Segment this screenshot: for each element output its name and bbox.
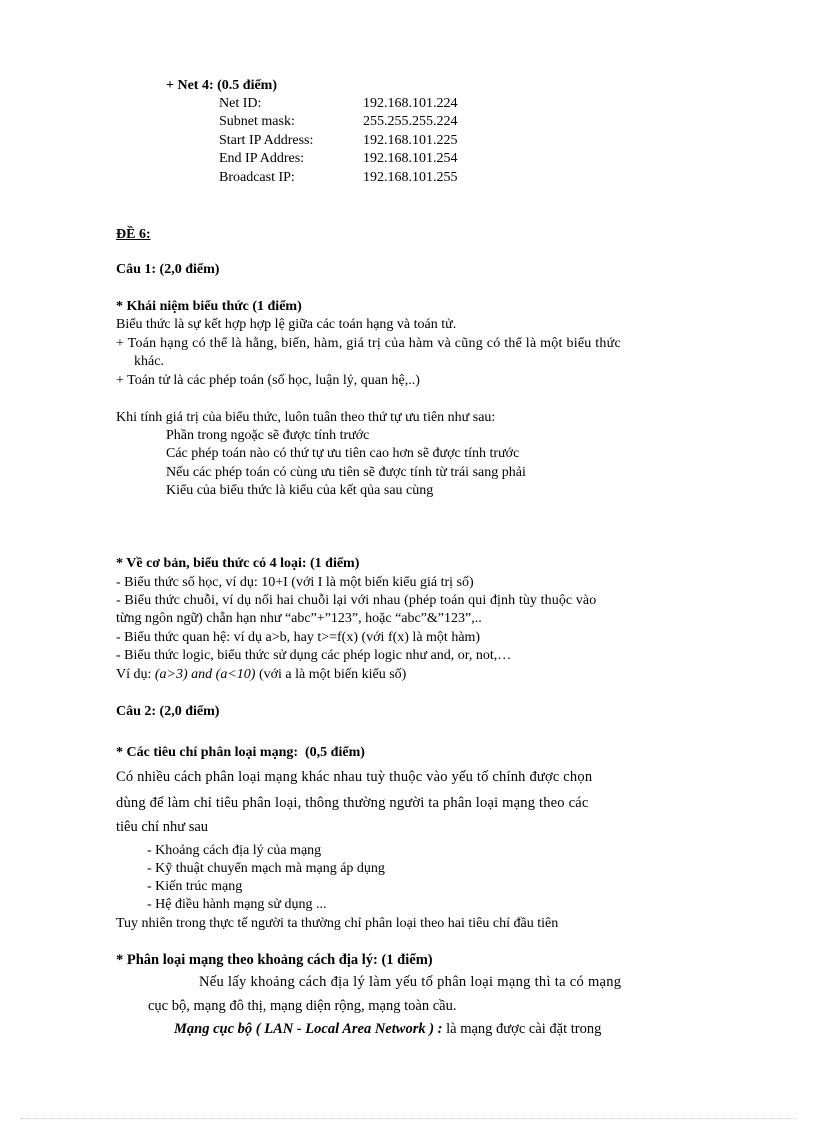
operator-line: + Toán tử là các phép toán (số học, luận lý, quan hệ,..) (116, 373, 420, 388)
however-line: Tuy nhiên trong thực tế người ta thường chỉ phân loại theo hai tiêu chí đầu tiên (116, 916, 559, 931)
example-line (116, 666, 406, 684)
net4-value-broadcast-ip: 192.168.101.255 (363, 170, 458, 185)
net4-value-end-ip: 192.168.101.254 (363, 151, 458, 166)
net4-label-broadcast-ip: Broadcast IP: (219, 170, 295, 185)
operand-line-2: khác. (134, 354, 164, 369)
criteria-item: - Khoảng cách địa lý của mạng (147, 843, 322, 858)
example-prefix: Ví dụ: (116, 667, 152, 682)
priority-item: Phần trong ngoặc sẽ được tính trước (166, 428, 370, 443)
criteria-item: - Kỹ thuật chuyển mạch mà mạng áp dụng (147, 861, 385, 876)
criteria-intro-line-3: tiêu chí như sau (116, 819, 209, 835)
type-string-line-1: - Biểu thức chuỗi, ví dụ nối hai chuỗi lại với nhau (phép toán qui định tùy thuộc vào (116, 593, 597, 608)
priority-intro: Khi tính giá trị của biểu thức, luôn tuân theo thứ tự ưu tiên như sau: (116, 410, 496, 425)
lan-term: Mạng cục bộ ( LAN - Local Area Network ) : (174, 1021, 443, 1037)
section-title-de6: ĐỀ 6: (116, 227, 151, 242)
net4-label-subnet-mask: Subnet mask: (219, 114, 295, 129)
example-expression: (a>3) and (a<10) (154, 667, 256, 682)
type-relational: - Biểu thức quan hệ: ví dụ a>b, hay t>=f(x) (với f(x) là một hàm) (116, 630, 481, 645)
lan-rest: là mạng được cài đặt trong (446, 1021, 602, 1037)
criteria-item: - Hệ điều hành mạng sử dụng ... (147, 897, 327, 912)
page-bottom-border (20, 1118, 796, 1119)
priority-item: Nếu các phép toán có cùng ưu tiên sẽ được tính từ trái sang phải (166, 465, 526, 480)
priority-item: Các phép toán nào có thứ tự ưu tiên cao hơn sẽ được tính trước (166, 446, 520, 461)
concept-heading: * Khái niệm biểu thức (1 điểm) (116, 299, 302, 314)
expression-types-heading: * Về cơ bản, biểu thức có 4 loại: (1 điểm) (116, 556, 360, 571)
net4-value-subnet-mask: 255.255.255.224 (363, 114, 458, 129)
type-string-line-2: từng ngôn ngữ) chẵn hạn như “abc”+”123”, hoặc “abc”&”123”,.. (116, 611, 482, 626)
lan-definition-line (174, 1020, 601, 1038)
geo-line-1: Nếu lấy khoảng cách địa lý làm yếu tố phân loại mạng thì ta có mạng (199, 974, 622, 990)
net4-value-start-ip: 192.168.101.225 (363, 133, 458, 148)
operand-line-1: + Toán hạng có thể là hằng, biến, hàm, giá trị của hàm và cũng có thể là một biểu thức (116, 336, 621, 351)
question-2-heading: Câu 2: (2,0 điểm) (116, 704, 220, 719)
criteria-item: - Kiến trúc mạng (147, 879, 243, 894)
geo-line-2: cục bộ, mạng đô thị, mạng diện rộng, mạng toàn cầu. (148, 998, 457, 1014)
criteria-intro-line-1: Có nhiều cách phân loại mạng khác nhau tuỳ thuộc vào yếu tố chính được chọn (116, 769, 593, 785)
geo-classification-heading: * Phân loại mạng theo khoảng cách địa lý: (1 điểm) (116, 952, 433, 968)
criteria-heading: * Các tiêu chí phân loại mạng: (0,5 điểm) (116, 745, 365, 760)
type-arithmetic: - Biểu thức số học, ví dụ: 10+I (với I là một biến kiểu giá trị số) (116, 575, 474, 590)
expression-definition: Biểu thức là sự kết hợp hợp lệ giữa các toán hạng và toán tử. (116, 317, 457, 332)
net4-label-start-ip: Start IP Address: (219, 133, 314, 148)
net4-heading: + Net 4: (0.5 điểm) (166, 78, 278, 93)
example-suffix: (với a là một biến kiểu số) (258, 667, 407, 682)
net4-label-net-id: Net ID: (219, 96, 262, 111)
priority-item: Kiểu của biểu thức là kiểu của kết qủa sau cùng (166, 483, 434, 498)
type-logic: - Biểu thức logic, biểu thức sử dụng các phép logic như and, or, not,… (116, 648, 512, 663)
net4-label-end-ip: End IP Addres: (219, 151, 305, 166)
net4-value-net-id: 192.168.101.224 (363, 96, 458, 111)
criteria-intro-line-2: dùng để làm chỉ tiêu phân loại, thông thường người ta phân loại mạng theo các (116, 795, 589, 811)
question-1-heading: Câu 1: (2,0 điểm) (116, 262, 220, 277)
